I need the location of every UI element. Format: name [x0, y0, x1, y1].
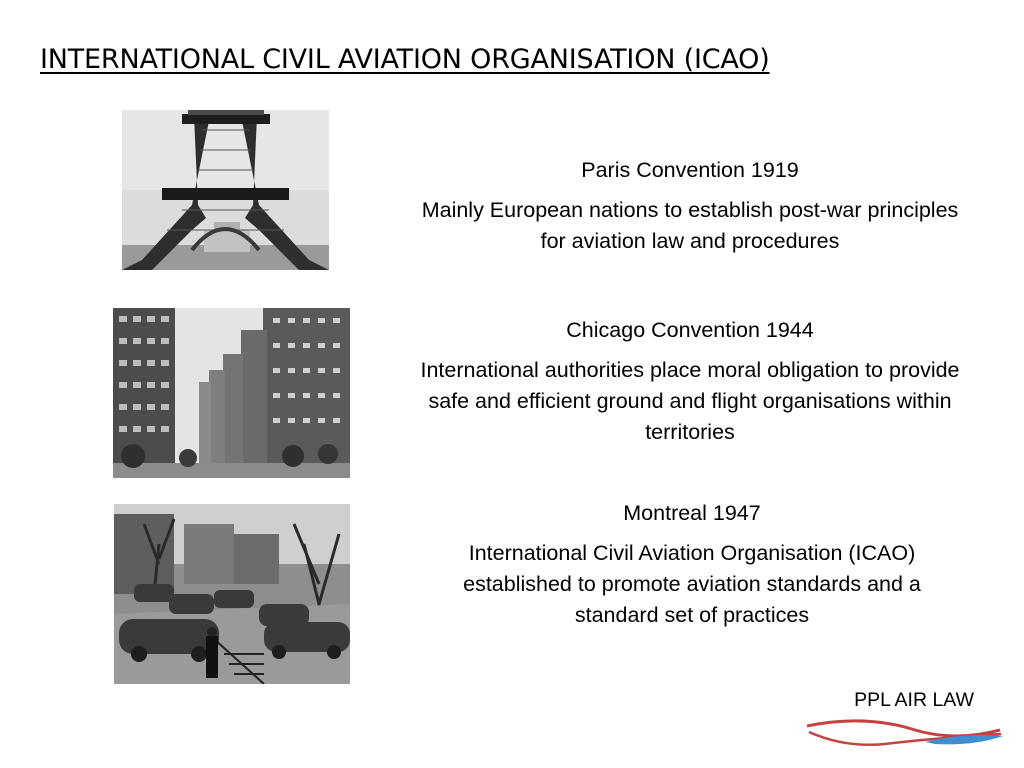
section-body: International authorities place moral obligation to provide safe and efficient ground and flight organisations within territories: [420, 358, 960, 444]
section-body: Mainly European nations to establish post-war principles for aviation law and procedures: [421, 198, 959, 253]
slide-title: INTERNATIONAL CIVIL AVIATION ORGANISATION (ICAO): [40, 44, 770, 75]
section-paris: [410, 155, 970, 257]
chicago-buildings-photo: [113, 308, 350, 478]
eiffel-tower-photo: [122, 110, 329, 270]
montreal-street-photo: [114, 504, 350, 684]
brand-text: PPL AIR LAW: [854, 689, 974, 711]
section-heading: Paris Convention 1919: [581, 158, 799, 182]
section-body: International Civil Aviation Organisation (ICAO) established to promote aviation standards and a standard set of practices: [463, 541, 921, 627]
ppl-air-law-logo-swoosh: [805, 712, 1005, 752]
logo-red-swoosh: [807, 721, 1000, 736]
logo-blue-swoosh: [925, 735, 1003, 744]
section-heading: Montreal 1947: [623, 501, 761, 525]
section-chicago: [410, 315, 970, 448]
section-heading: Chicago Convention 1944: [566, 318, 814, 342]
section-montreal: [452, 498, 932, 631]
